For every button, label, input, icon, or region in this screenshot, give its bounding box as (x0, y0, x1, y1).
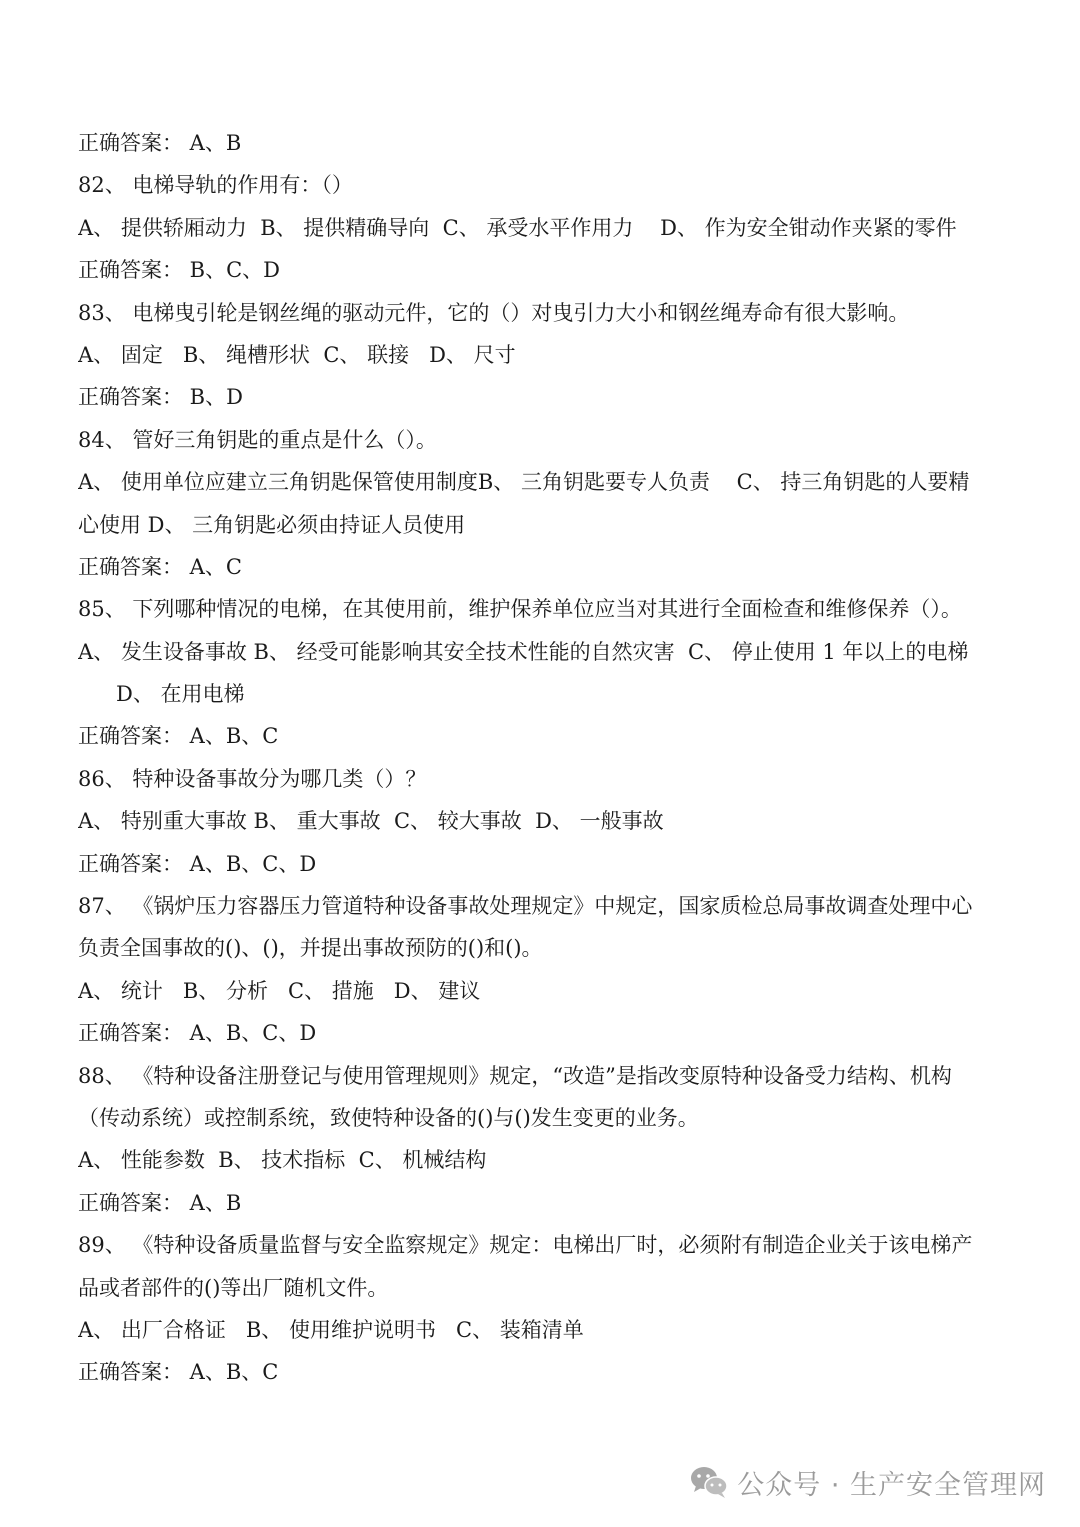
options-line: A、 出厂合格证 B、 使用维护说明书 C、 装箱清单 (78, 1317, 584, 1342)
question-line: 88、 《特种设备注册登记与使用管理规则》规定，“改造”是指改变原特种设备受力结构、机构 (78, 1063, 952, 1088)
watermark (689, 1462, 1046, 1502)
options-line: A、 特别重大事故 B、 重大事故 C、 较大事故 D、 一般事故 (78, 809, 664, 834)
options-line: A、 统计 B、 分析 C、 措施 D、 建议 (78, 978, 481, 1003)
answer-line: 正确答案： B、D (78, 385, 243, 410)
answer-line: 正确答案： A、C (78, 554, 242, 579)
answer-line: 正确答案： A、B (78, 131, 242, 155)
answer-line: 正确答案： B、C、D (78, 258, 281, 283)
question-line: 负责全国事故的()、()，并提出事故预防的()和()。 (78, 936, 543, 961)
question-line: 84、 管好三角钥匙的重点是什么（）。 (78, 427, 437, 452)
answer-line: 正确答案： A、B、C (78, 1360, 279, 1385)
answer-line: 正确答案： A、B、C、D (78, 1021, 317, 1046)
question-line: 品或者部件的()等出厂随机文件。 (78, 1275, 389, 1300)
options-line: D、 在用电梯 (116, 682, 245, 707)
options-line: A、 固定 B、 绳槽形状 C、 联接 D、 尺寸 (78, 342, 516, 367)
question-line: 83、 电梯曳引轮是钢丝绳的驱动元件，它的（）对曳引力大小和钢丝绳寿命有很大影响。 (78, 300, 910, 325)
watermark-text: 公众号 · 生产安全管理网 (737, 1469, 1046, 1501)
options-line: 心使用 D、 三角钥匙必须由持证人员使用 (78, 512, 466, 537)
question-line: （传动系统）或控制系统，致使特种设备的()与()发生变更的业务。 (78, 1105, 699, 1130)
document-body (78, 122, 1008, 1394)
options-line: A、 性能参数 B、 技术指标 C、 机械结构 (78, 1148, 487, 1173)
options-line: A、 发生设备事故 B、 经受可能影响其安全技术性能的自然灾害 C、 停止使用 1 年以上的电梯 (78, 639, 969, 664)
answer-line: 正确答案： A、B、C (78, 724, 279, 749)
options-line: A、 提供轿厢动力 B、 提供精确导向 C、 承受水平作用力 D、 作为安全钳动作夹紧的零件 (78, 215, 957, 240)
question-line: 82、 电梯导轨的作用有：（） (78, 173, 353, 198)
answer-line: 正确答案： A、B (78, 1190, 242, 1215)
question-line: 85、 下列哪种情况的电梯，在其使用前，维护保养单位应当对其进行全面检查和维修保养（）。 (78, 597, 962, 622)
options-line: A、 使用单位应建立三角钥匙保管使用制度B、 三角钥匙要专人负责 C、 持三角钥匙的人要精 (78, 470, 970, 495)
question-line: 87、 《锅炉压力容器压力管道特种设备事故处理规定》中规定，国家质检总局事故调查处理中心 (78, 894, 973, 919)
answer-line: 正确答案： A、B、C、D (78, 851, 317, 876)
question-line: 89、 《特种设备质量监督与安全监察规定》规定：电梯出厂时，必须附有制造企业关于该电梯产 (78, 1233, 973, 1258)
question-line: 86、 特种设备事故分为哪几类（）？ (78, 766, 427, 791)
wechat-icon (689, 1465, 729, 1499)
